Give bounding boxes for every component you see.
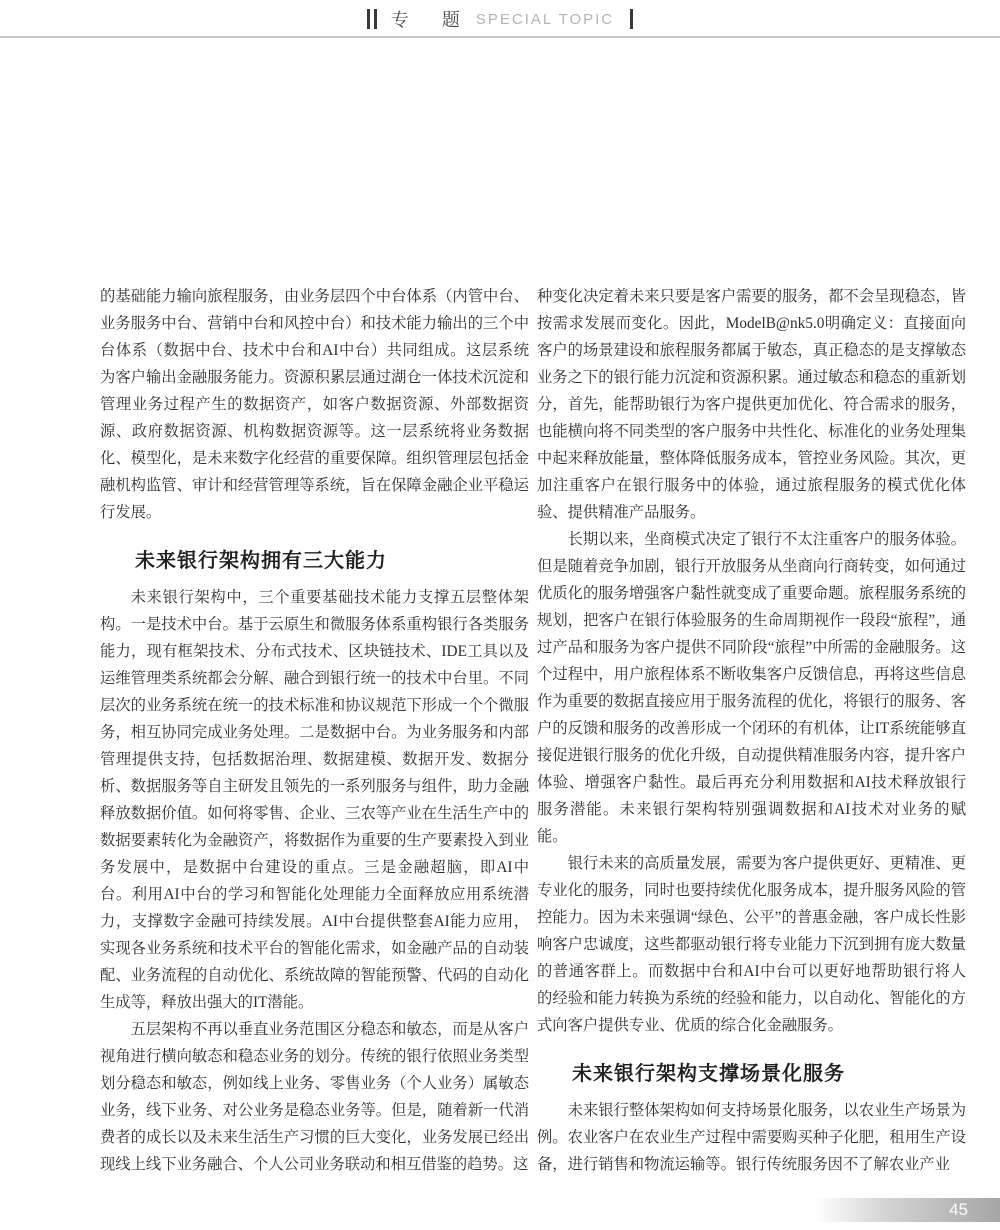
header-title-chinese: 专 题 xyxy=(390,10,474,30)
body-paragraph: 种变化决定着未来只要是客户需要的服务，都不会呈现稳态，皆按需求发展而变化。因此，ModelB@nk5.0明确定义：直接面向客户的场景建设和旅程服务都属于敏态，真正稳态的是支撑敏态业务之下的银行能力沉淀和资源积累。通过敏态和稳态的重新划分，首先，能帮助银行为客户提供更加优化、符合需求的服务，也能横向将不同类型的客户服务中共性化、标准化的业务处理集中起来释放能量，整体降低服务成本，管控业务风险。其次，更加注重客户在银行服务中的体验，通过旅程服务的模式优化体验、提供精准产品服务。 xyxy=(537,288,966,521)
body-paragraph: 未来银行架构中，三个重要基础技术能力支撑五层整体架构。一是技术中台。基于云原生和微服务体系重构银行各类服务能力，现有框架技术、分布式技术、区块链技术、IDE工具以及运维管理类系统都会分解、融合到银行统一的技术中台里。不同层次的业务系统在统一的技术标准和协议规范下形成一个个微服务，相互协同完成业务处理。二是数据中台。为业务服务和内部管理提供支持，包括数据治理、数据建模、数据开发、数据分析、数据服务等自主研发且领先的一系列服务与组件，助力金融释放数据价值。如何将零售、企业、三农等产业在生活生产中的数据要素转化为金融资产，将数据作为重要的生产要素投入到业务发展中，是数据中台建设的重点。三是金融超脑，即AI中台。利用AI中台的学习和智能化处理能力全面释放应用系统潜力，支撑数字金融可持续发展。AI中台提供整套AI能力应用，实现各业务系统和技术平台的智能化需求，如金融产品的自动装配、业务流程的自动优化、系统故障的智能预警、代码的自动化生成等，释放出强大的IT潜能。 xyxy=(100,589,529,1011)
double-bar-icon xyxy=(367,9,377,29)
body-paragraph: 未来银行整体架构如何支持场景化服务，以农业生产场景为例。农业客户在农业生产过程中需要购买种子化肥，租用生产设备，进行销售和物流运输等。银行传统服务因不了解农业产业 xyxy=(537,1102,966,1173)
header-divider-line xyxy=(0,36,1000,38)
section-heading: 未来银行架构拥有三大能力 xyxy=(135,550,387,572)
body-paragraph: 长期以来，坐商模式决定了银行不太注重客户的服务体验。但是随着竞争加剧，银行开放服务从坐商向行商转变，如何通过优质化的服务增强客户黏性就变成了重要命题。旅程服务系统的规划，把客户在银行体验服务的生命周期视作一段段“旅程”，通过产品和服务为客户提供不同阶段“旅程”中所需的金融服务。这个过程中，用户旅程体系不断收集客户反馈信息，再将这些信息作为重要的数据直接应用于服务流程的优化，将银行的服务、客户的反馈和服务的改善形成一个闭环的有机体，让IT系统能够直接促进银行服务的优化升级，自动提供精准服务内容，提升客户体验、增强客户黏性。最后再充分利用数据和AI技术释放银行服务潜能。未来银行架构特别强调数据和AI技术对业务的赋能。 xyxy=(537,531,966,845)
page-header xyxy=(0,5,1000,33)
body-paragraph: 银行未来的高质量发展，需要为客户提供更好、更精准、更专业化的服务，同时也要持续优化服务成本，提升服务风险的管控能力。因为未来强调“绿色、公平”的普惠金融，客户成长性影响客户忠诚度，这些都驱动银行将专业能力下沉到拥有庞大数量的普通客群上。而数据中台和AI中台可以更好地帮助银行将人的经验和能力转换为系统的经验和能力，以自动化、智能化的方式向客户提供专业、优质的综合化金融服务。 xyxy=(537,855,966,1034)
body-paragraph: 的基础能力输向旅程服务，由业务层四个中台体系（内管中台、业务服务中台、营销中台和风控中台）和技术能力输出的三个中台体系（数据中台、技术中台和AI中台）共同组成。这层系统为客户输出金融服务能力。资源积累层通过湖仓一体技术沉淀和管理业务过程产生的数据资产，如客户数据资源、外部数据资源、政府数据资源、机构数据资源等。这一层系统将业务数据化、模型化，是未来数字化经营的重要保障。组织管理层包括金融机构监管、审计和经营管理等系统，旨在保障金融企业平稳运行发展。 xyxy=(100,288,529,521)
section-heading: 未来银行架构支撑场景化服务 xyxy=(572,1063,845,1085)
header-title-english: SPECIAL TOPIC xyxy=(475,10,615,28)
left-column xyxy=(100,283,529,1178)
single-bar-icon xyxy=(630,9,633,29)
page-number-bar xyxy=(814,1198,1000,1222)
body-paragraph: 五层架构不再以垂直业务范围区分稳态和敏态，而是从客户视角进行横向敏态和稳态业务的划分。传统的银行依照业务类型划分稳态和敏态，例如线上业务、零售业务（个人业务）属敏态业务，线下业务、对公业务是稳态业务等。但是，随着新一代消费者的成长以及未来生活生产习惯的巨大变化，业务发展已经出现线上线下业务融合、个人公司业务联动和相互借鉴的趋势。这 xyxy=(100,1021,529,1173)
page-number: 45 xyxy=(949,1200,968,1219)
right-column xyxy=(537,283,966,1178)
